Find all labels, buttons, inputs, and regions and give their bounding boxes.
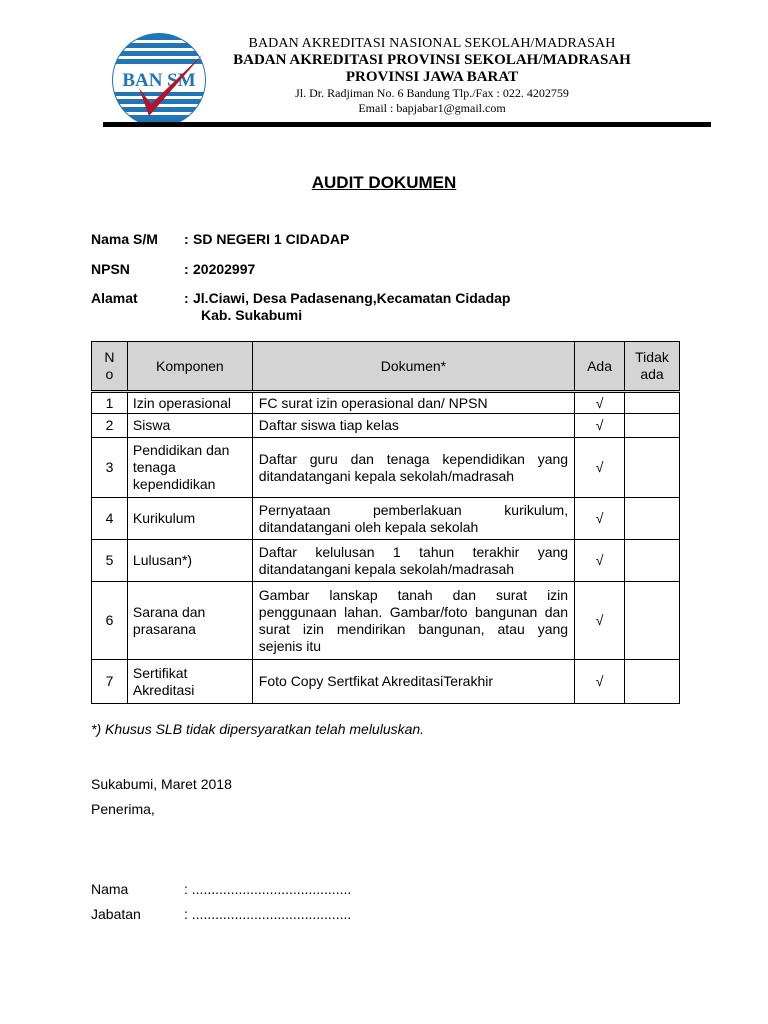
row-tidak-ada: [625, 392, 680, 414]
row-ada-check: √: [575, 582, 625, 660]
row-dokumen: Pernyataan pemberlakuan kurikulum, ditandatangani oleh kepala sekolah: [252, 498, 574, 540]
letterhead-national-agency: BADAN AKREDITASI NASIONAL SEKOLAH/MADRASAH: [248, 36, 616, 51]
penerima-label: Penerima,: [91, 801, 155, 817]
row-komponen: Lulusan*): [127, 540, 252, 582]
row-ada-check: √: [575, 438, 625, 498]
row-ada-check: √: [575, 392, 625, 414]
row-number: 7: [92, 660, 128, 704]
npsn-value: 20202997: [193, 261, 256, 277]
nama-label: Nama S/M: [91, 231, 158, 247]
footnote: *) Khusus SLB tidak dipersyaratkan telah meluluskan.: [91, 721, 425, 737]
header-dokumen: Dokumen*: [252, 342, 574, 392]
alamat-value: Jl.Ciawi, Desa Padasenang,Kecamatan Cidadap: [193, 290, 511, 306]
row-dokumen: Daftar kelulusan 1 tahun terakhir yang ditandatangani kepala sekolah/madrasah: [252, 540, 574, 582]
colon: :: [184, 261, 189, 277]
row-number: 1: [92, 392, 128, 414]
row-number: 2: [92, 414, 128, 438]
row-ada-check: √: [575, 540, 625, 582]
row-ada-check: √: [575, 660, 625, 704]
table-row: [92, 392, 680, 414]
row-tidak-ada: [625, 540, 680, 582]
row-komponen: Sertifikat Akreditasi: [127, 660, 252, 704]
row-dokumen: Foto Copy Sertfikat AkreditasiTerakhir: [252, 660, 574, 704]
signature-jabatan-label: Jabatan: [91, 906, 141, 922]
row-tidak-ada: [625, 414, 680, 438]
row-tidak-ada: [625, 660, 680, 704]
place-date: Sukabumi, Maret 2018: [91, 776, 232, 792]
alamat-value-2: Kab. Sukabumi: [201, 307, 303, 323]
row-dokumen: Gambar lanskap tanah dan surat izin penggunaan lahan. Gambar/foto bangunan dan surat izin mendirikan bangunan, atau yang sejenis itu: [252, 582, 574, 660]
row-dokumen: Daftar siswa tiap kelas: [252, 414, 574, 438]
row-tidak-ada: [625, 498, 680, 540]
row-komponen: Sarana dan prasarana: [127, 582, 252, 660]
letterhead-provincial-agency: BADAN AKREDITASI PROVINSI SEKOLAH/MADRASAH: [233, 52, 631, 68]
header-tidak-ada: Tidak ada: [625, 342, 680, 392]
letterhead-email: Email : bapjabar1@gmail.com: [358, 101, 506, 115]
svg-text:BAN SM: BAN SM: [122, 70, 196, 91]
row-dokumen: FC surat izin operasional dan/ NPSN: [252, 392, 574, 414]
signature-nama-blank: : .........................................: [184, 881, 352, 897]
audit-table: [91, 341, 680, 704]
signature-jabatan-blank: : .........................................: [184, 906, 352, 922]
row-tidak-ada: [625, 438, 680, 498]
letterhead-province: PROVINSI JAWA BARAT: [345, 69, 519, 85]
table-row: [92, 582, 680, 660]
colon: :: [184, 290, 189, 306]
letterhead-divider: [103, 122, 711, 127]
row-tidak-ada: [625, 582, 680, 660]
row-ada-check: √: [575, 498, 625, 540]
row-komponen: Izin operasional: [127, 392, 252, 414]
header-komponen: Komponen: [127, 342, 252, 392]
letterhead-address: Jl. Dr. Radjiman No. 6 Bandung Tlp./Fax : 022. 4202759: [295, 86, 569, 100]
row-number: 4: [92, 498, 128, 540]
row-komponen: Siswa: [127, 414, 252, 438]
table-row: [92, 660, 680, 704]
signature-nama-label: Nama: [91, 881, 129, 897]
row-number: 6: [92, 582, 128, 660]
header-no: N o: [92, 342, 128, 392]
npsn-label: NPSN: [91, 261, 130, 277]
row-komponen: Pendidikan dan tenaga kependidikan: [127, 438, 252, 498]
table-header-row: [92, 342, 680, 392]
row-dokumen: Daftar guru dan tenaga kependidikan yang ditandatangani kepala sekolah/madrasah: [252, 438, 574, 498]
row-number: 5: [92, 540, 128, 582]
document-title: AUDIT DOKUMEN: [311, 173, 457, 192]
row-number: 3: [92, 438, 128, 498]
alamat-label: Alamat: [91, 290, 138, 306]
ban-sm-logo: [105, 30, 213, 128]
row-komponen: Kurikulum: [127, 498, 252, 540]
letterhead: [210, 36, 654, 116]
table-row: [92, 414, 680, 438]
colon: :: [184, 231, 189, 247]
nama-value: SD NEGERI 1 CIDADAP: [193, 231, 350, 247]
table-row: [92, 498, 680, 540]
header-ada: Ada: [575, 342, 625, 392]
table-row: [92, 540, 680, 582]
table-row: [92, 438, 680, 498]
row-ada-check: √: [575, 414, 625, 438]
